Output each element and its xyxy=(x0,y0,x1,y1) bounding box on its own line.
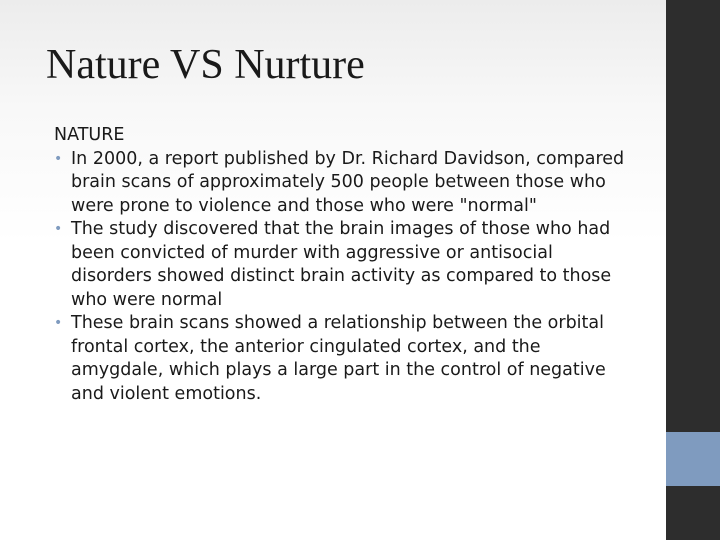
bullet-icon: • xyxy=(54,221,63,237)
bullet-item xyxy=(54,218,634,312)
slide-body xyxy=(54,124,634,406)
bullet-item xyxy=(54,312,634,406)
bullet-text: In 2000, a report published by Dr. Richard Davidson, compared brain scans of approximately 500 people between those who were prone to violence and those who were "normal" xyxy=(71,148,625,216)
bullet-icon: • xyxy=(54,150,63,167)
slide-title: Nature VS Nurture xyxy=(46,42,365,88)
bullet-text: These brain scans showed a relationship between the orbital frontal cortex, the anterior cingulated cortex, and the amygdale, which plays a large part in the control of negative and violent emotions. xyxy=(71,313,606,404)
sidebar-accent-block xyxy=(666,432,720,486)
bullet-item xyxy=(54,148,634,219)
bullet-icon: • xyxy=(54,315,63,331)
section-label: NATURE xyxy=(54,125,125,145)
bullet-text: The study discovered that the brain images of those who had been convicted of murder with aggressive or antisocial disorders showed distinct brain activity as compared to those who were normal xyxy=(71,219,612,310)
